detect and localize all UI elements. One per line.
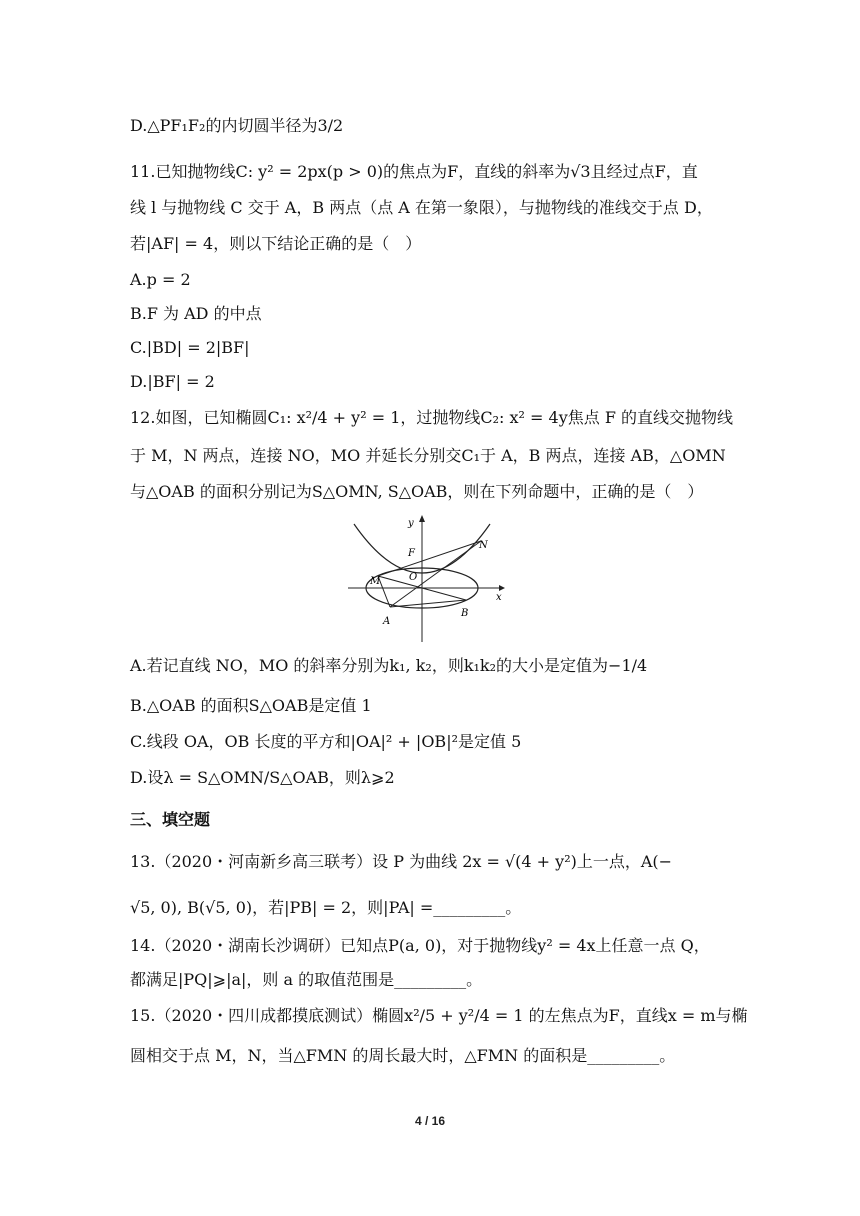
label-o: O xyxy=(409,572,418,583)
option-12c: C.线段 OA，OB 长度的平方和|OA|² + |OB|²是定值 5 xyxy=(130,732,522,751)
option-11c: C.|BD| = 2|BF| xyxy=(130,338,250,357)
label-x: x xyxy=(496,592,502,603)
option-11b: B.F 为 AD 的中点 xyxy=(130,304,262,323)
question-11-line3: 若|AF| = 4，则以下结论正确的是（ ） xyxy=(130,234,422,253)
question-11-line2: 线 l 与抛物线 C 交于 A，B 两点（点 A 在第一象限），与抛物线的准线交于点 D， xyxy=(130,198,713,217)
label-n: N xyxy=(479,540,488,551)
ellipse-parabola-figure xyxy=(345,512,515,642)
option-12a: A.若记直线 NO，MO 的斜率分别为k₁, k₂，则k₁k₂的大小是定值为−1/4 xyxy=(130,656,648,675)
question-12-line1: 12.如图，已知椭圆C₁: x²/4 + y² = 1，过抛物线C₂: x² = 4y焦点 F 的直线交抛物线 xyxy=(130,408,734,427)
line-ab xyxy=(390,600,466,607)
question-15-line2: 圆相交于点 M，N，当△FMN 的周长最大时，△FMN 的面积是_________。 xyxy=(130,1046,676,1065)
line-mn xyxy=(378,541,481,576)
section-heading-fill-in: 三、填空题 xyxy=(130,810,211,829)
label-y: y xyxy=(408,518,414,529)
option-12b: B.△OAB 的面积S△OAB是定值 1 xyxy=(130,696,372,715)
option-11d-prev: D.△PF₁F₂的内切圆半径为3/2 xyxy=(130,116,344,135)
question-15-line1: 15.（2020・四川成都摸底测试）椭圆x²/5 + y²/4 = 1 的左焦点为F，直线x = m与椭 xyxy=(130,1006,748,1025)
question-11-line1: 11.已知抛物线C: y² = 2px(p > 0)的焦点为F，直线的斜率为√3且经过点F，直 xyxy=(130,162,698,181)
question-12-line3: 与△OAB 的面积分别记为S△OMN, S△OAB，则在下列命题中，正确的是（ ） xyxy=(130,482,704,501)
option-11d: D.|BF| = 2 xyxy=(130,372,215,391)
question-14-line1: 14.（2020・湖南长沙调研）已知点P(a, 0)，对于抛物线y² = 4x上任意一点 Q， xyxy=(130,936,710,955)
question-13-line2: √5, 0), B(√5, 0)，若|PB| = 2，则|PA| =_________。 xyxy=(130,898,522,917)
option-12d: D.设λ = S△OMN/S△OAB，则λ⩾2 xyxy=(130,768,395,787)
label-f: F xyxy=(408,548,415,559)
option-11a: A.p = 2 xyxy=(130,270,191,289)
label-a: A xyxy=(383,616,391,627)
x-axis-arrow xyxy=(499,585,505,591)
page-number: 4 / 16 xyxy=(414,1114,446,1128)
label-m: M xyxy=(370,576,381,587)
line-no-a xyxy=(390,541,481,607)
y-axis-arrow xyxy=(419,515,425,522)
question-12-line2: 于 M，N 两点，连接 NO，MO 并延长分别交C₁于 A，B 两点，连接 AB，△OMN xyxy=(130,446,726,465)
label-b: B xyxy=(461,608,469,619)
question-13-line1: 13.（2020・河南新乡高三联考）设 P 为曲线 2x = √(4 + y²)上一点，A(− xyxy=(130,852,673,871)
question-14-line2: 都满足|PQ|⩾|a|，则 a 的取值范围是_________。 xyxy=(130,970,483,989)
